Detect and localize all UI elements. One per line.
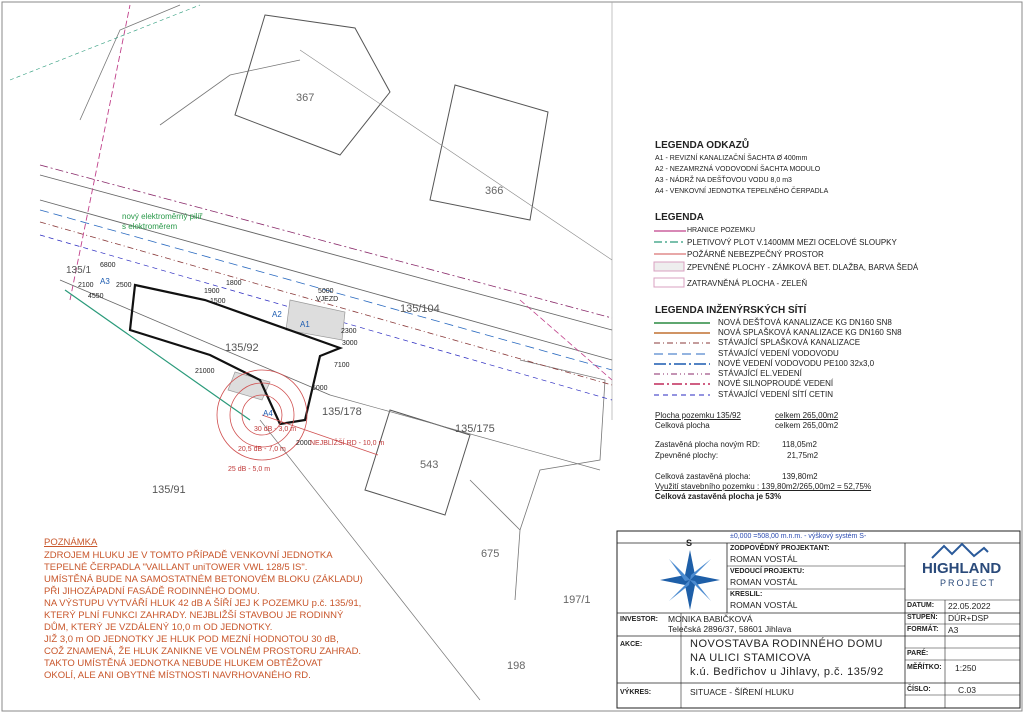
area-plot-value: celkem 265,00m2 (775, 411, 839, 420)
network-new-sewer: NOVÁ SPLAŠKOVÁ KANALIZACE KG DN160 SN8 (718, 328, 902, 337)
network-existing-sewer: STÁVAJÍCÍ SPLAŠKOVÁ KANALIZACE (718, 338, 861, 347)
marker-a2: A2 (272, 310, 282, 319)
legend-ref-a4: A4 - VENKOVNÍ JEDNOTKA TEPELNÉHO ČERPADLA (655, 188, 829, 195)
dim-4550: 4550 (88, 293, 104, 300)
logo-sub: PROJECT (940, 578, 997, 588)
dim-5000-b: 5000 (312, 385, 328, 392)
investor-address: Telečská 2896/37, 58601 Jihlava (668, 624, 792, 634)
parcel-label-366: 366 (485, 185, 504, 197)
note-line-8: JIŽ 3,0 m OD JEDNOTKY JE HLUK POD MEZNÍ HODNOTOU 30 dB, (44, 634, 339, 645)
dim-vjezd: VJEZD (316, 296, 339, 303)
note-line-5: NA VÝSTUPU VYTVÁŘÍ HLUK 42 dB A ŠÍŘÍ JEJ K POZEMKU p.č. 135/91, (44, 598, 362, 609)
date-label: DATUM: (907, 602, 935, 609)
zone-label-30db: 30 dB - 3,0 m (254, 426, 297, 433)
compass-label: S (686, 538, 693, 548)
dim-3000: 3000 (342, 340, 358, 347)
dim-7100: 7100 (334, 362, 350, 369)
sheet-label: PARÉ: (907, 650, 929, 657)
parcel-label-675: 675 (481, 548, 500, 560)
legend-item-paved: ZPEVNĚNÉ PLOCHY - ZÁMKOVÁ BET. DLAŽBA, BARVA ŠEDÁ (687, 263, 919, 272)
area-paved-value: 21,75m2 (787, 451, 819, 460)
building-366 (430, 85, 548, 220)
note-line-2: TEPELNÉ ČERPADLA "VAILLANT uniTOWER VWL 128/5 IS". (44, 562, 308, 573)
note-line-9: COŽ ZNAMENÁ, ŽE HLUK ZANIKNE VE VOLNÉM PROSTORU ZAHRAD. (44, 646, 362, 657)
stage-value: DÚR+DSP (948, 613, 989, 623)
area-plot-label: Plocha pozemku 135/92 (655, 411, 741, 420)
legend-item-grass: ZATRAVNĚNÁ PLOCHA - ZELEŇ (687, 279, 808, 288)
legend-networks-title: LEGENDA INŽENÝRSKÝCH SÍTÍ (655, 305, 807, 316)
dim-21000: 21000 (195, 368, 215, 375)
legend-refs-title: LEGENDA ODKAZŮ (655, 140, 750, 151)
dim-5000: 5000 (318, 288, 334, 295)
dim-1800: 1800 (226, 280, 242, 287)
area-paved-label: Zpevněné plochy: (655, 451, 719, 460)
responsible-name: ROMAN VOSTÁL (730, 554, 798, 564)
scale-value: 1:250 (955, 663, 977, 673)
dim-1500: 1500 (210, 298, 226, 305)
note-line-4: PŘI JIHOZÁPADNÍ FASÁDĚ RODINNÉHO DOMU. (44, 586, 260, 597)
area-total-label: Celková plocha (655, 421, 710, 430)
note-line-10: TAKTO UMÍSTĚNÁ JEDNOTKA NEBUDE HLUKEM OBTĚŽOVAT (44, 658, 323, 669)
lead-label: VEDOUCÍ PROJEKTU: (730, 568, 805, 575)
note-line-3: UMÍSTĚNÁ BUDE NA SAMOSTATNÉM BETONOVÉM BLOKU (ZÁKLADU) (44, 574, 363, 585)
parcel-label-198: 198 (507, 660, 526, 672)
responsible-label: ZODPOVĚDNÝ PROJEKTANT: (730, 545, 830, 552)
drawn-name: ROMAN VOSTÁL (730, 600, 798, 610)
zone-label-nearest: NEJBLIŽŠÍ RD - 10,0 m (310, 440, 385, 447)
logo-main: HIGHLAND (922, 560, 1002, 577)
scale-label: MĚŘÍTKO: (907, 664, 942, 671)
dim-6800: 6800 (100, 262, 116, 269)
legend-ref-a1: A1 - REVIZNÍ KANALIZAČNÍ ŠACHTA Ø 400mm (655, 155, 808, 162)
area-total-built-label: Celková zastavěná plocha: (655, 472, 751, 481)
area-usage-bold: Celková zastavěná plocha je 53% (655, 492, 782, 501)
elevation-note: ±0,000 =508,00 m.n.m. - výškový systém S- (730, 533, 867, 540)
compass-icon (655, 545, 725, 615)
legend-ref-a3: A3 - NÁDRŽ NA DEŠŤOVOU VODU 8,0 m3 (655, 177, 792, 184)
parcel-label-197-1: 197/1 (563, 594, 591, 606)
dim-2100: 2100 (78, 282, 94, 289)
building-367 (235, 15, 390, 155)
network-existing-electric: STÁVAJÍCÍ EL.VEDENÍ (718, 369, 802, 378)
legend-symbols (652, 226, 692, 296)
parcel-label-135-175: 135/175 (455, 423, 495, 435)
marker-a4: A4 (263, 409, 273, 418)
area-built-value: 118,05m2 (782, 440, 817, 449)
network-new-power: NOVÉ SILNOPROUDÉ VEDENÍ (718, 379, 834, 388)
note-line-11: OKOLÍ, ALE ANI OBYTNÉ MÍSTNOSTI NAVRHOVANÉHO RD. (44, 670, 311, 681)
area-usage: Využití stavebního pozemku : 139,80m2/265,00m2 = 52,75% (655, 482, 872, 491)
parcel-label-135-1: 135/1 (66, 265, 92, 276)
legend-ref-a2: A2 - NEZAMRZNÁ VODOVODNÍ ŠACHTA MODULO (655, 166, 821, 173)
parcel-label-367: 367 (296, 92, 315, 104)
highland-logo-icon (930, 540, 990, 560)
number-value: C.03 (958, 685, 976, 695)
parcel-label-135-91: 135/91 (152, 484, 186, 496)
project-line-2: NA ULICI STAMICOVA (690, 652, 812, 664)
area-built-label: Zastavěná plocha novým RD: (655, 440, 760, 449)
meter-note-line1: nový elektroměrný pilíř (122, 212, 203, 221)
marker-a3: A3 (100, 277, 110, 286)
date-value: 22.05.2022 (948, 601, 991, 611)
investor-name: MONIKA BABIČKOVÁ (668, 614, 753, 624)
dim-2500: 2500 (116, 282, 132, 289)
dim-2000: 2000 (296, 440, 312, 447)
networks-symbols (652, 318, 712, 408)
note-line-6: KTERÝ PLNÍ FUNKCI ZAHRADY. NEJBLIŽŠÍ STAVBOU JE RODINNÝ (44, 610, 344, 621)
note-line-7: DŮM, KTERÝ JE VZDÁLENÝ 10,0 m OD JEDNOTKY. (44, 622, 273, 633)
stage-label: STUPEŇ: (907, 614, 938, 621)
format-value: A3 (948, 625, 959, 635)
network-new-storm: NOVÁ DEŠŤOVÁ KANALIZACE KG DN160 SN8 (718, 318, 892, 327)
number-label: ČÍSLO: (907, 686, 931, 693)
network-existing-cetin: STÁVAJÍCÍ VEDENÍ SÍTÍ CETIN (718, 390, 833, 399)
area-total-built-value: 139,80m2 (782, 472, 818, 481)
note-title: POZNÁMKA (44, 537, 98, 548)
project-line-1: NOVOSTAVBA RODINNÉHO DOMU (690, 638, 884, 650)
legend-title: LEGENDA (655, 212, 704, 223)
format-label: FORMÁT: (907, 626, 939, 633)
network-existing-water: STÁVAJÍCÍ VEDENÍ VODOVODU (718, 349, 839, 358)
zone-label-20db: 20,5 dB - 7,0 m (238, 446, 286, 453)
project-line-3: k.ú. Bedřichov u Jihlavy, p.č. 135/92 (690, 666, 884, 678)
parcel-label-543: 543 (420, 459, 439, 471)
dim-1900: 1900 (204, 288, 220, 295)
investor-label: INVESTOR: (620, 616, 658, 623)
drawn-label: KRESLIL: (730, 591, 763, 598)
network-new-water: NOVÉ VEDENÍ VODOVODU PE100 32x3,0 (718, 359, 875, 368)
lead-name: ROMAN VOSTÁL (730, 577, 798, 587)
drawing-label: VÝKRES: (620, 689, 652, 696)
parcel-label-135-178: 135/178 (322, 406, 362, 418)
dim-2300: 2300 (341, 328, 357, 335)
parcel-label-135-104: 135/104 (400, 303, 440, 315)
parcel-label-135-92: 135/92 (225, 342, 259, 354)
legend-item-fence: PLETIVOVÝ PLOT V.1400MM MEZI OCELOVÉ SLOUPKY (687, 238, 897, 247)
legend-item-boundary: HRANICE POZEMKU (687, 227, 756, 234)
meter-note-line2: s elektroměrem (122, 222, 178, 231)
project-label: AKCE: (620, 641, 643, 648)
legend-item-fire-zone: POŽÁRNĚ NEBEZPEČNÝ PROSTOR (687, 250, 824, 259)
zone-label-25db: 25 dB - 5,0 m (228, 466, 271, 473)
drawing-name: SITUACE - ŠÍŘENÍ HLUKU (690, 687, 794, 697)
marker-a1: A1 (300, 320, 310, 329)
area-total-value: celkem 265,00m2 (775, 421, 839, 430)
note-line-1: ZDROJEM HLUKU JE V TOMTO PŘÍPADĚ VENKOVNÍ JEDNOTKA (44, 550, 333, 561)
